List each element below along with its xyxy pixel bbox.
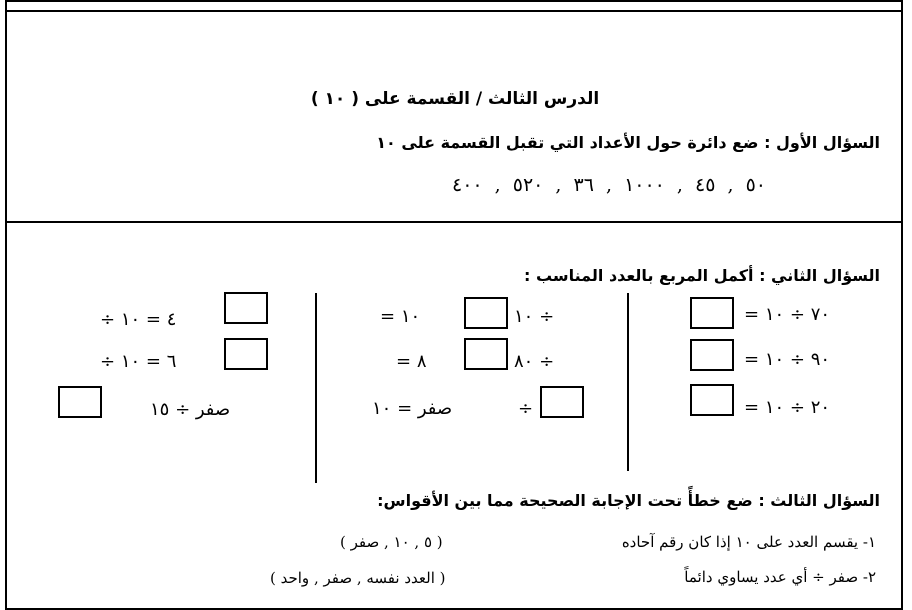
question3-prompt: السؤال الثالث : ضع خطأً تحت الإجابة الصحيحة مما بين الأقواس: [377, 491, 880, 510]
equation-m1-left: ١٠ = [380, 306, 421, 327]
question3-item1-choices: ( ٥ , ١٠ , صفر ) [340, 533, 443, 551]
equation-l1: ٤ = ١٠ ÷ [100, 309, 177, 330]
answer-box-m1[interactable] [464, 297, 508, 329]
top-border-line [5, 10, 903, 12]
answer-box-r2[interactable] [690, 339, 734, 371]
column-divider-left [315, 293, 317, 483]
question3-item2-text: ٢- صفر ÷ أي عدد يساوي دائماً [684, 568, 876, 586]
section-divider [5, 221, 903, 223]
lesson-title: الدرس الثالث / القسمة على ( ١٠ ) [310, 89, 600, 109]
question3-item1-text: ١- يقسم العدد على ١٠ إذا كان رقم آحاده [621, 533, 876, 551]
answer-box-l1[interactable] [224, 292, 268, 324]
equation-r1: ٧٠ ÷ ١٠ = [744, 304, 831, 325]
answer-box-m2[interactable] [464, 338, 508, 370]
equation-m1-right: ÷ ١٠ [514, 306, 555, 327]
answer-box-m3[interactable] [540, 386, 584, 418]
equation-m2-right: ÷ ٨٠ [514, 351, 555, 372]
question2-prompt: السؤال الثاني : أكمل المربع بالعدد المناسب : [523, 266, 880, 285]
equation-l3: صفر ÷ ١٥ [150, 399, 231, 420]
answer-box-r3[interactable] [690, 384, 734, 416]
question1-numbers: ٥٠ , ٤٥ , ١٠٠٠ , ٣٦ , ٥٢٠ , ٤٠٠ [452, 174, 766, 196]
equation-m3-left: صفر = ١٠ [372, 398, 453, 419]
equation-r2: ٩٠ ÷ ١٠ = [744, 349, 831, 370]
answer-box-l3[interactable] [58, 386, 102, 418]
equation-m3-right: ÷ [518, 398, 534, 419]
question1-prompt: السؤال الأول : ضع دائرة حول الأعداد التي تقبل القسمة على ١٠ [376, 133, 880, 152]
question3-item2-choices: ( العدد نفسه , صفر , واحد ) [270, 569, 446, 587]
equation-m2-left: ٨ = [396, 351, 427, 372]
answer-box-l2[interactable] [224, 338, 268, 370]
answer-box-r1[interactable] [690, 297, 734, 329]
column-divider-right [627, 293, 629, 471]
equation-l2: ٦ = ١٠ ÷ [100, 351, 177, 372]
equation-r3: ٢٠ ÷ ١٠ = [744, 397, 831, 418]
